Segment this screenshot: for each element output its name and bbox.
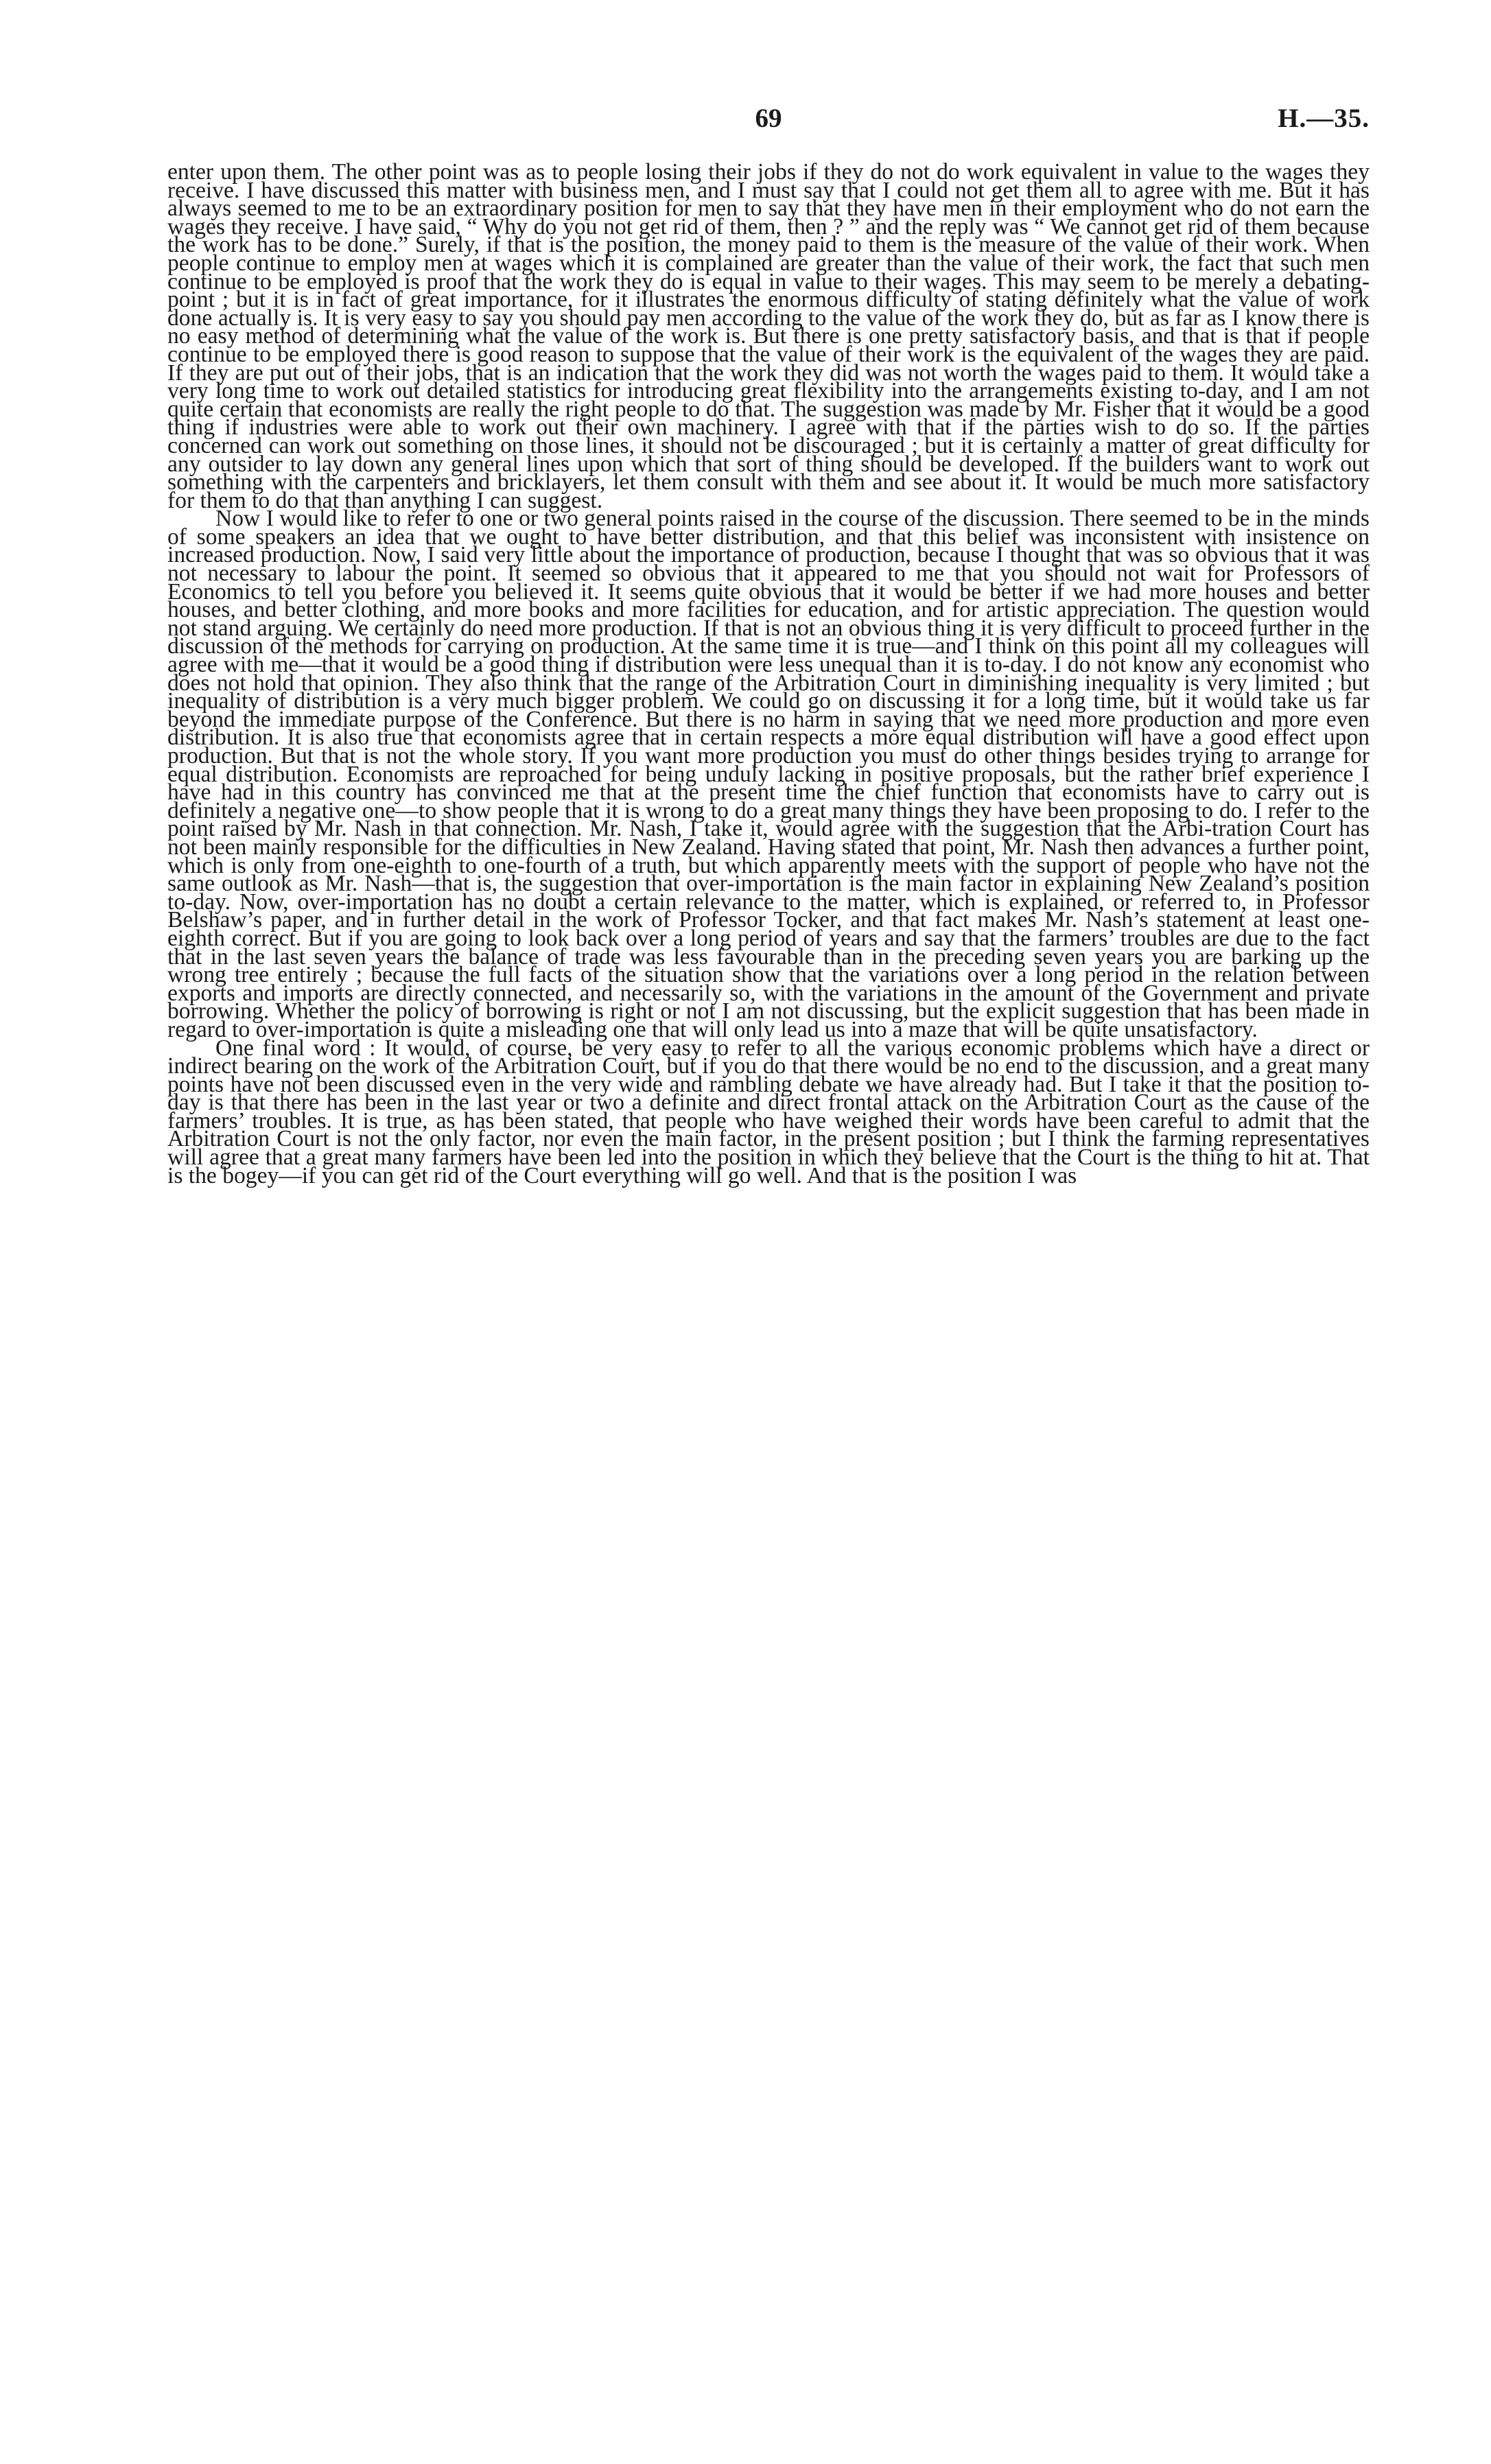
paragraph-final-word: One final word : It would, of course, be very easy to refer to all the various economic problems which have a direct or indirect bearing on the work of the Arbitration Court, but if you do that there would be no end to the discussion, and a great many points have not been discussed even in the very wide and rambling debate we have already had. But I take it that the position to-day is that there has been in the last year or two a definite and direct frontal attack on the Arbitration Court as the cause of the farmers’ troubles. It is true, as has been stated, that people who have weighed their words have been careful to admit that the Arbitration Court is not the only factor, nor even the main factor, in the present position ; but I think the farming representatives will agree that a great many farmers have been led into the position in which they believe that the Court is the thing to hit at. That is the bogey—if you can get rid of the Court everything will go well. And that is the position I was bbox=[167, 1035, 1370, 1188]
page-number: 69 bbox=[755, 104, 782, 133]
paragraph-continuation: enter upon them. The other point was as to people losing their jobs if they do not do work equivalent in value to the wages they receive. I have discussed this matter with business men, and I must say that I could not get them all to agree with me. But it has always seemed to me to be an extraordinary position for men to say that they have men in their employment who do not earn the wages they receive. I have said, “ Why do you not get rid of them, then ? ” and the reply was “ We cannot get rid of them because the work has to be done.” Surely, if that is the position, the money paid to them is the measure of the value of their work. When people continue to employ men at wages which it is complained are greater than the value of their work, the fact that such men continue to be employed is proof that the work they do is equal in value to their wages. This may seem to be merely a debating-point ; but it is in fact of great importance, for it illustrates the enormous difficulty of stating definitely what the value of work done actually is. It is very easy to say you should pay men according to the value of the work they do, but as far as I know there is no easy method of determining what the value of the work is. But there is one pretty satisfactory basis, and that is that if people continue to be employed there is good reason to suppose that the value of their work is the equivalent of the wages they are paid. If they are put out of their jobs, that is an indication that the work they did was not worth the wages paid to them. It would take a very long time to work out detailed statistics for introducing great flexibility into the arrangements existing to-day, and I am not quite certain that economists are really the right people to do that. The suggestion was made by Mr. Fisher that it would be a good thing if industries were able to work out their own machinery. I agree with that if the parties wish to do so. If the parties concerned can work out something on those lines, it should not be discouraged ; but it is certainly a matter of great difficulty for any outsider to lay down any general lines upon which that sort of thing should be developed. If the builders want to work out something with the carpenters and bricklayers, let them consult with them and see about it. It would be much more satisfactory for them to do that than anything I can suggest. bbox=[167, 159, 1370, 513]
document-reference: H.—35. bbox=[1278, 104, 1370, 133]
page-header bbox=[167, 103, 1370, 144]
body-text bbox=[167, 159, 1370, 1188]
paragraph-distribution: Now I would like to refer to one or two general points raised in the course of the discussion. There seemed to be in the minds of some speakers an idea that we ought to have better distribution, and that this belief was inconsistent with insistence on increased production. Now, I said very little about the importance of production, because I thought that was so obvious that it was not necessary to labour the point. It seemed so obvious that it appeared to me that you should not wait for Professors of Economics to tell you before you believed it. It seems quite obvious that it would be better if we had more houses and better houses, and better clothing, and more books and more facilities for education, and for artistic appreciation. The question would not stand arguing. We certainly do need more production. If that is not an obvious thing it is very difficult to proceed further in the discussion of the methods for carrying on production. At the same time it is true—and I think on this point all my colleagues will agree with me—that it would be a good thing if distribution were less unequal than it is to-day. I do not know any economist who does not hold that opinion. They also think that the range of the Arbitration Court in diminishing inequality is very limited ; but inequality of distribution is a very much bigger problem. We could go on discussing it for a long time, but it would take us far beyond the immediate purpose of the Conference. But there is no harm in saying that we need more production and more even distribution. It is also true that economists agree that in certain respects a more equal distribution will have a good effect upon production. But that is not the whole story. If you want more production you must do other things besides trying to arrange for equal distribution. Economists are reproached for being unduly lacking in positive proposals, but the rather brief experience I have had in this country has convinced me that at the present time the chief function that economists have to carry out is definitely a negative one—to show people that it is wrong to do a great many things they have been proposing to do. I refer to the point raised by Mr. Nash in that connection. Mr. Nash, I take it, would agree with the suggestion that the Arbi-tration Court has not been mainly responsible for the difficulties in New Zealand. Having stated that point, Mr. Nash then advances a further point, which is only from one-eighth to one-fourth of a truth, but which apparently meets with the support of people who have not the same outlook as Mr. Nash—that is, the suggestion that over-importation is the main factor in explaining New Zealand’s position to-day. Now, over-importation has no doubt a certain relevance to the matter, which is explained, or referred to, in Professor Belshaw’s paper, and in further detail in the work of Professor Tocker, and that fact makes Mr. Nash’s statement at least one-eighth correct. But if you are going to look back over a long period of years and say that the farmers’ troubles are due to the fact that in the last seven years the balance of trade was less favourable than in the preceding seven years you are barking up the wrong tree entirely ; because the full facts of the situation show that the variations over a long period in the relation between exports and imports are directly connected, and necessarily so, with the variations in the amount of the Government and private borrowing. Whether the policy of borrowing is right or not I am not discussing, but the explicit suggestion that has been made in regard to over-importation is quite a misleading one that will only lead us into a maze that will be quite unsatisfactory. bbox=[167, 506, 1370, 1042]
